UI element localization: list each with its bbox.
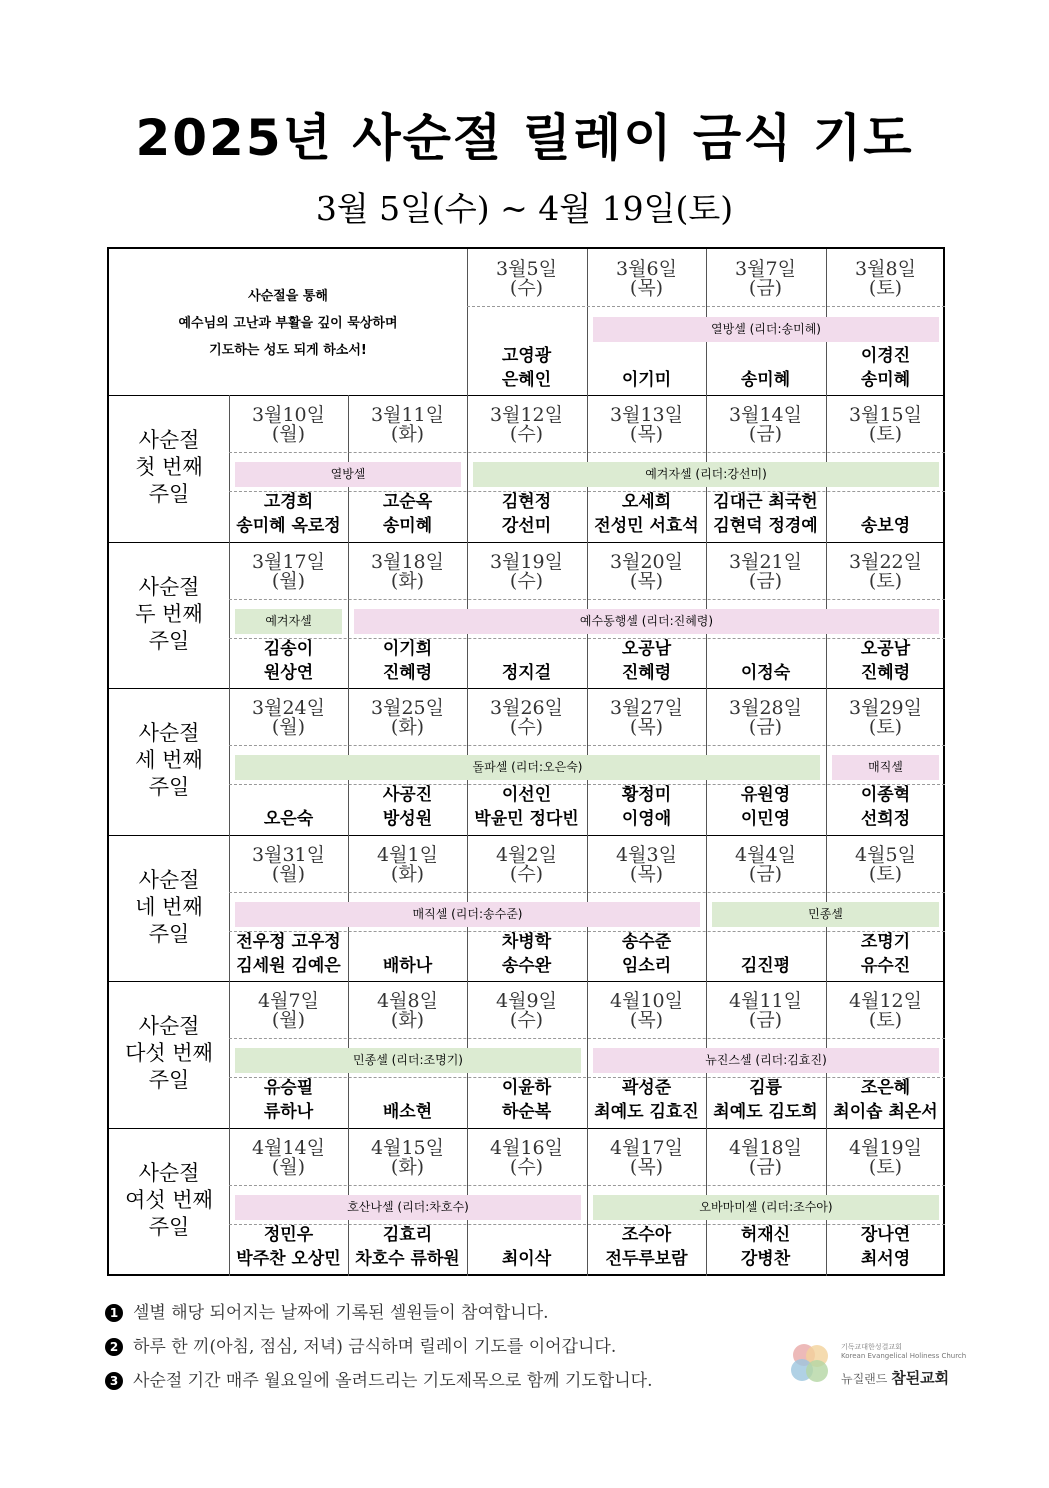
date-label: 3월28일 — [729, 697, 802, 719]
participant-names: 전성민 서효석 — [594, 516, 699, 536]
participant-names: 김현정 — [501, 492, 552, 512]
weekday-label: (화) — [390, 423, 425, 445]
grid-line — [109, 1128, 945, 1129]
cell-group-band: 매직셀 — [832, 755, 939, 780]
date-label: 4월2일 — [496, 843, 557, 866]
participant-names: 차병학 — [501, 931, 552, 952]
note-item — [105, 1366, 652, 1400]
participant-names: 이영애 — [621, 809, 672, 829]
week-label: 주일 — [148, 628, 190, 653]
week-label: 첫 번째 — [135, 455, 203, 479]
grid-line — [109, 688, 945, 689]
week-label: 세 번째 — [135, 748, 203, 772]
cell-group-band: 열방셀 — [235, 462, 461, 487]
participant-names: 은혜인 — [501, 370, 552, 390]
week-label: 사순절 — [138, 721, 200, 745]
participant-names: 강선미 — [501, 516, 552, 536]
participant-names: 조은혜 — [860, 1078, 911, 1098]
date-label: 4월10일 — [610, 990, 683, 1012]
date-label: 3월10일 — [252, 404, 325, 426]
participant-names: 김현덕 정경예 — [713, 516, 818, 536]
participant-names: 오공남 — [860, 638, 911, 659]
weekday-label: (월) — [271, 1009, 306, 1031]
date-label: 4월15일 — [371, 1136, 444, 1159]
logo-name: 참된교회 — [891, 1369, 950, 1387]
date-label: 4월18일 — [729, 1136, 802, 1159]
date-label: 3월14일 — [729, 404, 802, 426]
participant-names: 사공진 — [382, 785, 433, 805]
weekday-label: (월) — [271, 423, 306, 445]
weekday-label: (수) — [509, 716, 544, 738]
participant-names: 진혜령 — [382, 662, 433, 683]
week-label: 주일 — [148, 775, 190, 799]
grid-line — [467, 306, 945, 307]
date-label: 4월3일 — [616, 843, 677, 866]
cell-group-band: 돌파셀 (리더:오은숙) — [235, 755, 820, 780]
weekday-label: (목) — [629, 569, 664, 592]
participant-names: 최이삭 — [501, 1248, 552, 1269]
date-label: 4월5일 — [855, 843, 916, 866]
participant-names: 조수아 — [621, 1224, 672, 1245]
participant-names: 김진평 — [740, 955, 791, 976]
page-subtitle: 3월 5일(수) ~ 4월 19일(토) — [315, 189, 734, 228]
weekday-label: (수) — [509, 423, 544, 445]
date-label: 3월27일 — [610, 697, 683, 719]
date-label: 3월11일 — [371, 404, 444, 426]
cell-group-band: 오바마미셀 (리더:조수아) — [593, 1195, 939, 1220]
weekday-label: (금) — [748, 1009, 783, 1031]
participant-names: 이선인 — [501, 785, 552, 805]
date-label: 3월22일 — [849, 550, 922, 573]
date-label: 3월7일 — [735, 258, 796, 280]
participant-names: 박주찬 오상민 — [236, 1248, 341, 1269]
participant-names: 이기희 — [382, 638, 433, 659]
participant-names: 차호수 류하원 — [355, 1248, 460, 1269]
date-label: 3월18일 — [371, 550, 444, 573]
participant-names: 류하나 — [263, 1102, 314, 1122]
grid-line — [109, 835, 945, 836]
participant-names: 김대근 최국헌 — [713, 492, 818, 512]
weekday-label: (토) — [868, 423, 903, 445]
note-item — [105, 1298, 652, 1332]
date-label: 4월19일 — [849, 1136, 922, 1159]
participant-names: 김송이 — [263, 638, 314, 659]
page-title: 2025년 사순절 릴레이 금식 기도 — [135, 109, 914, 167]
participant-names: 박윤민 정다빈 — [474, 809, 579, 829]
participant-names: 송수완 — [501, 955, 552, 976]
date-label: 3월17일 — [252, 550, 325, 573]
week-label: 사순절 — [138, 574, 200, 599]
grid-line — [229, 892, 945, 893]
weekday-label: (토) — [868, 1009, 903, 1031]
participant-names: 임소리 — [621, 955, 672, 976]
logo-church-name — [841, 1367, 949, 1388]
participant-names: 허재신 — [740, 1224, 791, 1245]
grid-line — [229, 745, 945, 746]
participant-names: 전두루보람 — [605, 1248, 688, 1269]
date-label: 3월19일 — [490, 550, 563, 573]
weekday-label: (목) — [629, 716, 664, 738]
week-label: 여섯 번째 — [125, 1187, 213, 1212]
participant-names: 오공남 — [621, 638, 672, 659]
participant-names: 최이솝 최온서 — [833, 1102, 938, 1122]
weekday-label: (화) — [390, 1009, 425, 1031]
weekday-label: (월) — [271, 716, 306, 738]
participant-names: 진혜령 — [860, 662, 911, 683]
week-label: 사순절 — [138, 867, 200, 892]
participant-names: 전우정 고우정 — [236, 931, 341, 952]
participant-names: 송미혜 — [860, 370, 911, 390]
weekday-label: (수) — [509, 862, 544, 885]
participant-names: 송미혜 옥로정 — [236, 516, 341, 536]
date-label: 3월6일 — [616, 258, 677, 280]
participant-names: 이윤하 — [501, 1078, 552, 1098]
motto-line: 기도하는 성도 되게 하소서! — [209, 343, 367, 358]
cell-group-band: 민종셀 (리더:조명기) — [235, 1048, 581, 1073]
participant-names: 김효리 — [382, 1224, 433, 1245]
logo-denomination: 기독교대한성결교회 — [841, 1343, 902, 1351]
weekday-label: (토) — [868, 277, 903, 299]
grid-line — [229, 599, 945, 600]
week-label: 사순절 — [138, 428, 200, 452]
participant-names: 장나연 — [860, 1224, 911, 1245]
weekday-label: (금) — [748, 423, 783, 445]
participant-names: 곽성준 — [621, 1078, 672, 1098]
participant-names: 오세희 — [621, 492, 672, 512]
participant-names: 송수준 — [621, 931, 672, 952]
week-label: 네 번째 — [135, 894, 203, 919]
participant-names: 유승필 — [263, 1078, 314, 1098]
church-logo-icon — [787, 1340, 833, 1386]
grid-line — [229, 452, 945, 453]
cell-group-band: 열방셀 (리더:송미혜) — [593, 317, 939, 342]
participant-names: 이기미 — [621, 370, 672, 390]
participant-names: 배소현 — [382, 1102, 433, 1122]
participant-names: 조명기 — [860, 931, 911, 952]
date-label: 3월13일 — [610, 404, 683, 426]
date-label: 3월24일 — [252, 697, 325, 719]
date-label: 3월8일 — [855, 258, 916, 280]
participant-names: 고영광 — [501, 346, 552, 366]
participant-names: 하순복 — [501, 1102, 552, 1122]
note-number: 1 — [105, 1304, 123, 1322]
participant-names: 이정숙 — [740, 662, 791, 683]
participant-names: 최서영 — [860, 1248, 911, 1269]
weekday-label: (토) — [868, 1155, 903, 1178]
weekday-label: (토) — [868, 862, 903, 885]
date-label: 4월8일 — [377, 990, 438, 1012]
participant-names: 송미혜 — [382, 516, 433, 536]
week-label: 주일 — [148, 921, 190, 946]
date-label: 3월31일 — [252, 843, 325, 866]
weekday-label: (월) — [271, 862, 306, 885]
date-label: 4월7일 — [258, 990, 319, 1012]
participant-names: 김세원 김예은 — [236, 955, 341, 976]
date-label: 3월15일 — [849, 404, 922, 426]
date-label: 3월21일 — [729, 550, 802, 573]
weekday-label: (월) — [271, 1155, 306, 1178]
participant-names: 송미혜 — [740, 370, 791, 390]
cell-group-band: 예겨자셀 (리더:강선미) — [473, 462, 939, 487]
weekday-label: (목) — [629, 1155, 664, 1178]
date-label: 4월17일 — [610, 1136, 683, 1159]
schedule-table — [107, 247, 945, 1276]
logo-denomination-en: Korean Evangelical Holiness Church — [841, 1352, 967, 1360]
cell-group-band: 예겨자셀 — [235, 609, 342, 634]
grid-line — [229, 1185, 945, 1186]
participant-names: 오은숙 — [263, 809, 314, 829]
motto-line: 사순절을 통해 — [248, 289, 328, 304]
weekday-label: (수) — [509, 569, 544, 592]
note-number: 2 — [105, 1338, 123, 1356]
participant-names: 송보영 — [860, 516, 911, 536]
weekday-label: (수) — [509, 1009, 544, 1031]
cell-group-band: 뉴진스셀 (리더:김효진) — [593, 1048, 939, 1073]
weekday-label: (토) — [868, 716, 903, 738]
participant-names: 선희정 — [860, 809, 911, 829]
participant-names: 고순옥 — [382, 492, 433, 512]
participant-names: 진혜령 — [621, 662, 672, 683]
church-logo — [787, 1340, 967, 1390]
date-label: 4월1일 — [377, 843, 438, 866]
cell-group-band: 민종셀 — [712, 902, 939, 927]
participant-names: 정지걸 — [501, 662, 552, 683]
grid-line — [109, 395, 945, 396]
week-label: 주일 — [148, 1214, 190, 1239]
weekday-label: (금) — [748, 716, 783, 738]
note-item — [105, 1332, 652, 1366]
date-label: 4월11일 — [729, 990, 802, 1012]
participant-names: 정민우 — [263, 1224, 314, 1245]
weekday-label: (화) — [390, 716, 425, 738]
date-label: 3월25일 — [371, 697, 444, 719]
date-label: 3월12일 — [490, 404, 563, 426]
weekday-label: (금) — [748, 277, 783, 299]
participant-names: 최예도 김효진 — [594, 1102, 699, 1122]
participant-names: 최예도 김도희 — [713, 1102, 818, 1122]
motto-line: 예수님의 고난과 부활을 깊이 묵상하며 — [178, 316, 398, 331]
weekday-label: (목) — [629, 277, 664, 299]
weekday-label: (목) — [629, 423, 664, 445]
weekday-label: (목) — [629, 1009, 664, 1031]
weekday-label: (금) — [748, 569, 783, 592]
note-text: 하루 한 끼(아침, 점심, 저녁) 금식하며 릴레이 기도를 이어갑니다. — [133, 1337, 617, 1357]
weekday-label: (월) — [271, 569, 306, 592]
note-text: 사순절 기간 매주 월요일에 올려드리는 기도제목으로 함께 기도합니다. — [133, 1371, 653, 1391]
participant-names: 강병찬 — [740, 1248, 791, 1269]
notes-list — [105, 1298, 652, 1400]
cell-group-band: 매직셀 (리더:송수준) — [235, 902, 700, 927]
logo-region: 뉴질랜드 — [841, 1372, 888, 1386]
participant-names: 이경진 — [860, 346, 911, 366]
week-label: 사순절 — [138, 1014, 200, 1038]
weekday-label: (목) — [629, 862, 664, 885]
weekday-label: (수) — [509, 277, 544, 299]
participant-names: 고경희 — [263, 492, 314, 512]
week-label: 주일 — [148, 1068, 190, 1092]
participant-names: 이종혁 — [860, 785, 911, 805]
cell-group-band: 예수동행셀 (리더:진혜령) — [354, 609, 939, 634]
participant-names: 배하나 — [382, 955, 433, 976]
week-label: 주일 — [148, 482, 190, 506]
weekday-label: (토) — [868, 569, 903, 592]
grid-line — [229, 1038, 945, 1039]
grid-line — [109, 542, 945, 543]
date-label: 3월20일 — [610, 550, 683, 573]
participant-names: 방성원 — [382, 809, 433, 829]
date-label: 4월12일 — [849, 990, 922, 1012]
date-label: 4월16일 — [490, 1136, 563, 1159]
weekday-label: (금) — [748, 862, 783, 885]
date-label: 3월29일 — [849, 697, 922, 719]
participant-names: 황정미 — [621, 785, 672, 805]
motto — [109, 283, 467, 364]
date-label: 4월9일 — [496, 990, 557, 1012]
note-text: 셀별 해당 되어지는 날짜에 기록된 셀원들이 참여합니다. — [133, 1303, 549, 1323]
weekday-label: (금) — [748, 1155, 783, 1178]
participant-names: 유수진 — [860, 955, 911, 976]
participant-names: 원상연 — [263, 662, 314, 683]
participant-names: 김륭 — [749, 1078, 782, 1098]
participant-names: 유원영 — [740, 785, 791, 805]
week-label: 두 번째 — [135, 601, 203, 626]
weekday-label: (화) — [390, 1155, 425, 1178]
date-label: 4월14일 — [252, 1136, 325, 1159]
date-label: 3월26일 — [490, 697, 563, 719]
weekday-label: (화) — [390, 569, 425, 592]
cell-group-band: 호산나셀 (리더:차호수) — [235, 1195, 581, 1220]
date-label: 4월4일 — [735, 843, 796, 866]
week-label: 다섯 번째 — [125, 1041, 213, 1065]
participant-names: 이민영 — [740, 809, 791, 829]
weekday-label: (화) — [390, 862, 425, 885]
grid-line — [109, 981, 945, 982]
week-label: 사순절 — [138, 1160, 200, 1185]
date-label: 3월5일 — [496, 258, 557, 280]
note-number: 3 — [105, 1372, 123, 1390]
weekday-label: (수) — [509, 1155, 544, 1178]
